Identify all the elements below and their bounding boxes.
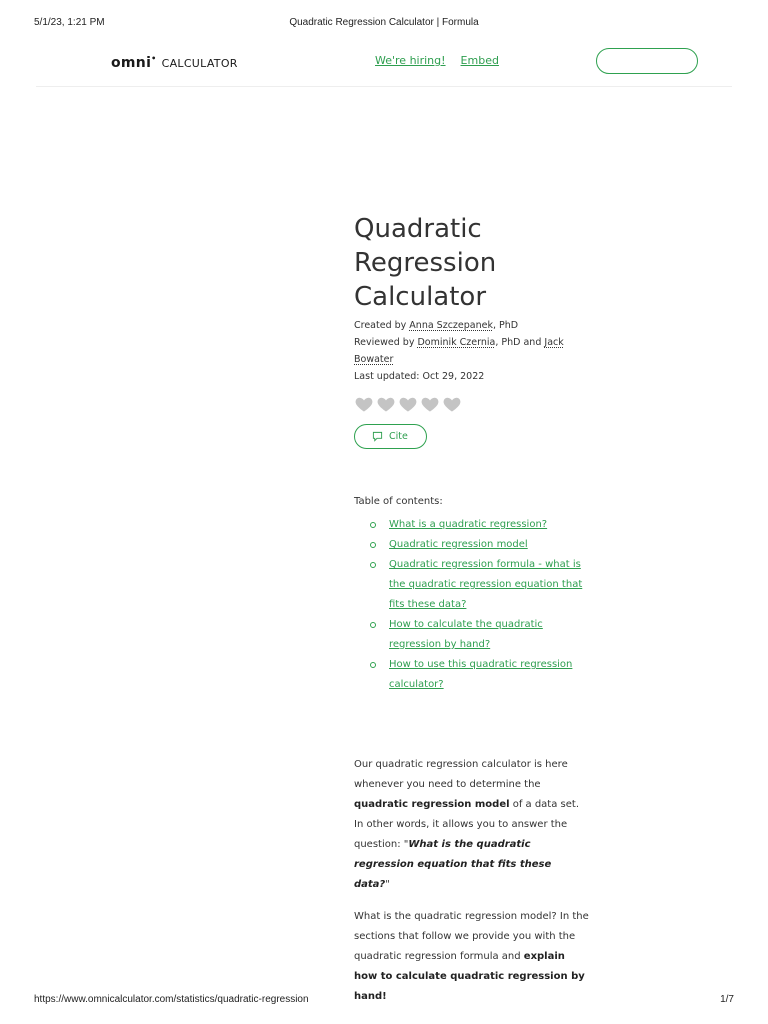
toc-item	[369, 535, 589, 555]
article-meta	[354, 317, 589, 385]
omni-logo[interactable]	[111, 54, 238, 71]
last-updated: Last updated: Oct 29, 2022	[354, 371, 485, 382]
reviewer-link-1[interactable]: Dominik Czernia	[417, 337, 496, 348]
toc-label: Table of contents:	[354, 496, 443, 507]
toc-list	[354, 515, 589, 695]
intro-text	[354, 755, 589, 1007]
toc-item	[369, 515, 589, 535]
toc-item	[369, 555, 589, 615]
print-url: https://www.omnicalculator.com/statistics/quadratic-regression	[34, 994, 309, 1005]
table-of-contents	[354, 495, 589, 695]
reviewer-link-2[interactable]: Jack Bowater	[354, 337, 564, 365]
heart-icon[interactable]	[442, 394, 462, 414]
author-link[interactable]: Anna Szczepanek	[409, 320, 493, 331]
cite-label: Cite	[389, 431, 408, 442]
intro-paragraph-2: What is the quadratic regression model? In the sections that follow we provide you with the quadratic regression formula and explain how to calculate quadratic regression by hand!	[354, 911, 589, 1002]
heart-icon[interactable]	[354, 394, 374, 414]
logo-calculator-text: CALCULATOR	[161, 57, 238, 70]
header-nav	[375, 54, 499, 67]
print-doc-title: Quadratic Regression Calculator | Formula	[289, 17, 479, 28]
site-header	[36, 46, 732, 87]
toc-link-by-hand[interactable]: How to calculate the quadratic regression by hand?	[389, 619, 543, 650]
logo-omni-text: omni•	[111, 54, 157, 71]
search-input[interactable]	[596, 48, 698, 74]
heart-icon[interactable]	[376, 394, 396, 414]
toc-item	[369, 655, 589, 695]
hiring-link[interactable]: We're hiring!	[375, 54, 446, 67]
toc-link-what-is[interactable]: What is a quadratic regression?	[389, 519, 548, 530]
toc-link-how-to-use[interactable]: How to use this quadratic regression calculator?	[389, 659, 573, 690]
reviewed-by: Reviewed by Dominik Czernia, PhD and Jack Bowater	[354, 337, 564, 365]
created-by: Created by Anna Szczepanek, PhD	[354, 320, 519, 331]
embed-link[interactable]: Embed	[460, 54, 499, 67]
heart-icon[interactable]	[398, 394, 418, 414]
intro-paragraph-1: Our quadratic regression calculator is here whenever you need to determine the quadratic regression model of a data set. In other words, it allows you to answer the question: "What is the quadratic regression equation that fits these data?"	[354, 759, 579, 890]
heart-icon[interactable]	[420, 394, 440, 414]
rating-hearts[interactable]	[354, 394, 589, 414]
page-title: Quadratic Regression Calculator	[354, 214, 497, 312]
cite-button[interactable]	[354, 424, 427, 449]
print-page-number: 1/7	[720, 994, 734, 1005]
print-date: 5/1/23, 1:21 PM	[34, 17, 105, 28]
toc-item	[369, 615, 589, 655]
article	[354, 212, 589, 1019]
toc-link-formula[interactable]: Quadratic regression formula - what is the quadratic regression equation that fits these data?	[389, 559, 583, 610]
comment-icon	[372, 431, 383, 442]
toc-link-model[interactable]: Quadratic regression model	[389, 539, 528, 550]
